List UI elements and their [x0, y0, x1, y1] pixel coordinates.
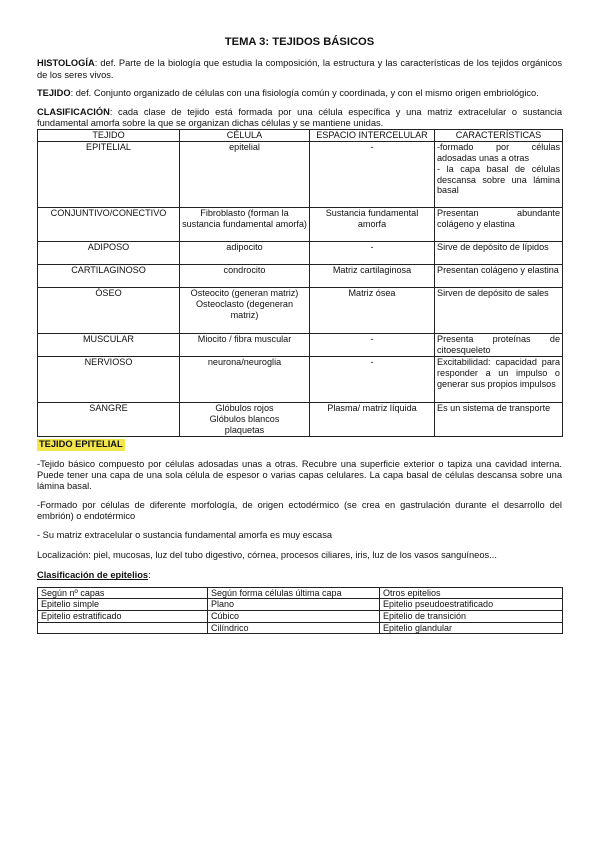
cell-type-cell: neurona/neuroglia — [180, 357, 310, 403]
intercellular-space-cell: - — [310, 357, 435, 403]
epithelium-cell: Epitelio de transición — [380, 611, 563, 623]
tissue-row — [38, 334, 563, 357]
cell-type-cell: epitelial — [180, 142, 310, 208]
text-histologia: : def. Parte de la biología que estudia la composición, la estructura y las características de los tejidos orgánicos de los seres vivos. — [37, 58, 562, 80]
header-caracteristicas: CARACTERÍSTICAS — [435, 130, 563, 142]
epithelium-cell: Otros epitelios — [380, 587, 563, 599]
characteristics-cell: Es un sistema de transporte — [435, 403, 563, 437]
header-espacio: ESPACIO INTERCELULAR — [310, 130, 435, 142]
intercellular-space-cell: Matriz ósea — [310, 288, 435, 334]
characteristics-cell: Presentan abundante colágeno y elastina — [435, 208, 563, 242]
epithelium-row — [38, 599, 563, 611]
term-tejido: TEJIDO — [37, 88, 71, 99]
epithelium-cell: Según nº capas — [38, 587, 208, 599]
epithelium-table-body — [38, 587, 563, 633]
epitelial-paragraph-1: -Tejido básico compuesto por células adosadas unas a otras. Recubre una superficie exterior o tapiza una cavidad interna. Puede tener una capa de una sola célula de espesor o varias capas celulares. La capa basal de células descansa sobre una lámina basal. — [37, 458, 562, 492]
epithelium-cell: Cúbico — [208, 611, 380, 623]
tissue-name-cell: SANGRE — [38, 403, 180, 437]
tissue-row — [38, 403, 563, 437]
cell-type-cell: Osteocito (generan matriz) Osteoclasto (degeneran matriz) — [180, 288, 310, 334]
header-tejido: TEJIDO — [38, 130, 180, 142]
clasificacion-epitelios-heading — [37, 570, 562, 581]
characteristics-cell: Sirve de depósito de lípidos — [435, 242, 563, 265]
tissue-name-cell: NERVIOSO — [38, 357, 180, 403]
epithelium-row — [38, 587, 563, 599]
intercellular-space-cell: Matriz cartilaginosa — [310, 265, 435, 288]
clasificacion-colon: : — [148, 570, 151, 581]
epithelium-row — [38, 622, 563, 634]
epithelium-row — [38, 611, 563, 623]
characteristics-cell: Sirven de depósito de sales — [435, 288, 563, 334]
epithelium-table — [37, 587, 563, 634]
tissue-name-cell: MUSCULAR — [38, 334, 180, 357]
tissue-table-body — [38, 142, 563, 437]
tissue-table-header — [38, 130, 563, 142]
tissue-row — [38, 242, 563, 265]
cell-type-cell: Miocito / fibra muscular — [180, 334, 310, 357]
tissue-row — [38, 142, 563, 208]
term-clasificacion: CLASIFICACIÓN — [37, 106, 110, 117]
intercellular-space-cell: - — [310, 142, 435, 208]
cell-type-cell: adipocito — [180, 242, 310, 265]
epithelium-cell: Epitelio pseudoestratificado — [380, 599, 563, 611]
definition-clasificacion — [37, 107, 562, 130]
text-clasificacion: : cada clase de tejido está formada por una célula específica y una matriz extracelular o sustancia fundamental amorfa sobre la que se organizan dichas células y se mantiene unidas. — [37, 106, 562, 129]
tissue-row — [38, 265, 563, 288]
intercellular-space-cell: - — [310, 242, 435, 265]
epitelial-paragraph-3: - Su matriz extracelular o sustancia fundamental amorfa es muy escasa — [37, 529, 333, 540]
epitelial-localizacion: Localización: piel, mucosas, luz del tubo digestivo, córnea, procesos ciliares, iris, luz de los vasos sanguíneos... — [37, 550, 497, 561]
section-heading-epitelial: TEJIDO EPITELIAL — [39, 439, 123, 450]
epithelium-cell: Epitelio simple — [38, 599, 208, 611]
epithelium-cell: Según forma células última capa — [208, 587, 380, 599]
text-tejido: : def. Conjunto organizado de células con una fisiología común y coordinada, y con el mismo origen embriológico. — [70, 88, 539, 99]
cell-type-cell: condrocito — [180, 265, 310, 288]
epithelium-cell: Epitelio estratificado — [38, 611, 208, 623]
characteristics-cell: -formado por células adosadas unas a otras - la capa basal de células descansa sobre una lámina basal — [435, 142, 563, 208]
cell-type-cell: Fibroblasto (forman la sustancia fundamental amorfa) — [180, 208, 310, 242]
cell-type-cell: Glóbulos rojos Glóbulos blancos plaquetas — [180, 403, 310, 437]
document-page — [37, 37, 562, 634]
tissue-name-cell: EPITELIAL — [38, 142, 180, 208]
clasificacion-epitelios-title: Clasificación de epitelios — [37, 570, 149, 581]
characteristics-cell: Presenta proteínas de citoesqueleto — [435, 334, 563, 357]
tissue-name-cell: ÓSEO — [38, 288, 180, 334]
tissue-name-cell: CARTILAGINOSO — [38, 265, 180, 288]
epithelium-cell: Epitelio glandular — [380, 622, 563, 634]
definition-tejido — [37, 88, 562, 99]
characteristics-cell: Excitabilidad: capacidad para responder a un impulso o generar sus propios impulsos — [435, 357, 563, 403]
tissue-table — [37, 129, 563, 437]
characteristics-cell: Presentan colágeno y elastina — [435, 265, 563, 288]
header-celula: CÉLULA — [180, 130, 310, 142]
tissue-row — [38, 357, 563, 403]
definition-histologia — [37, 58, 562, 81]
intercellular-space-cell: - — [310, 334, 435, 357]
tissue-row — [38, 208, 563, 242]
intercellular-space-cell: Sustancia fundamental amorfa — [310, 208, 435, 242]
epithelium-cell: Cilíndrico — [208, 622, 380, 634]
epitelial-paragraph-2: -Formado por células de diferente morfología, de origen ectodérmico (se crea en gastrulación durante el desarrollo del embrión) o endotérmico — [37, 499, 562, 522]
intercellular-space-cell: Plasma/ matriz líquida — [310, 403, 435, 437]
page-title: TEMA 3: TEJIDOS BÁSICOS — [224, 36, 375, 48]
epithelium-cell — [38, 622, 208, 634]
tissue-name-cell: CONJUNTIVO/CONECTIVO — [38, 208, 180, 242]
epithelium-cell: Plano — [208, 599, 380, 611]
tissue-row — [38, 288, 563, 334]
tissue-name-cell: ADIPOSO — [38, 242, 180, 265]
term-histologia: HISTOLOGÍA — [37, 58, 95, 69]
